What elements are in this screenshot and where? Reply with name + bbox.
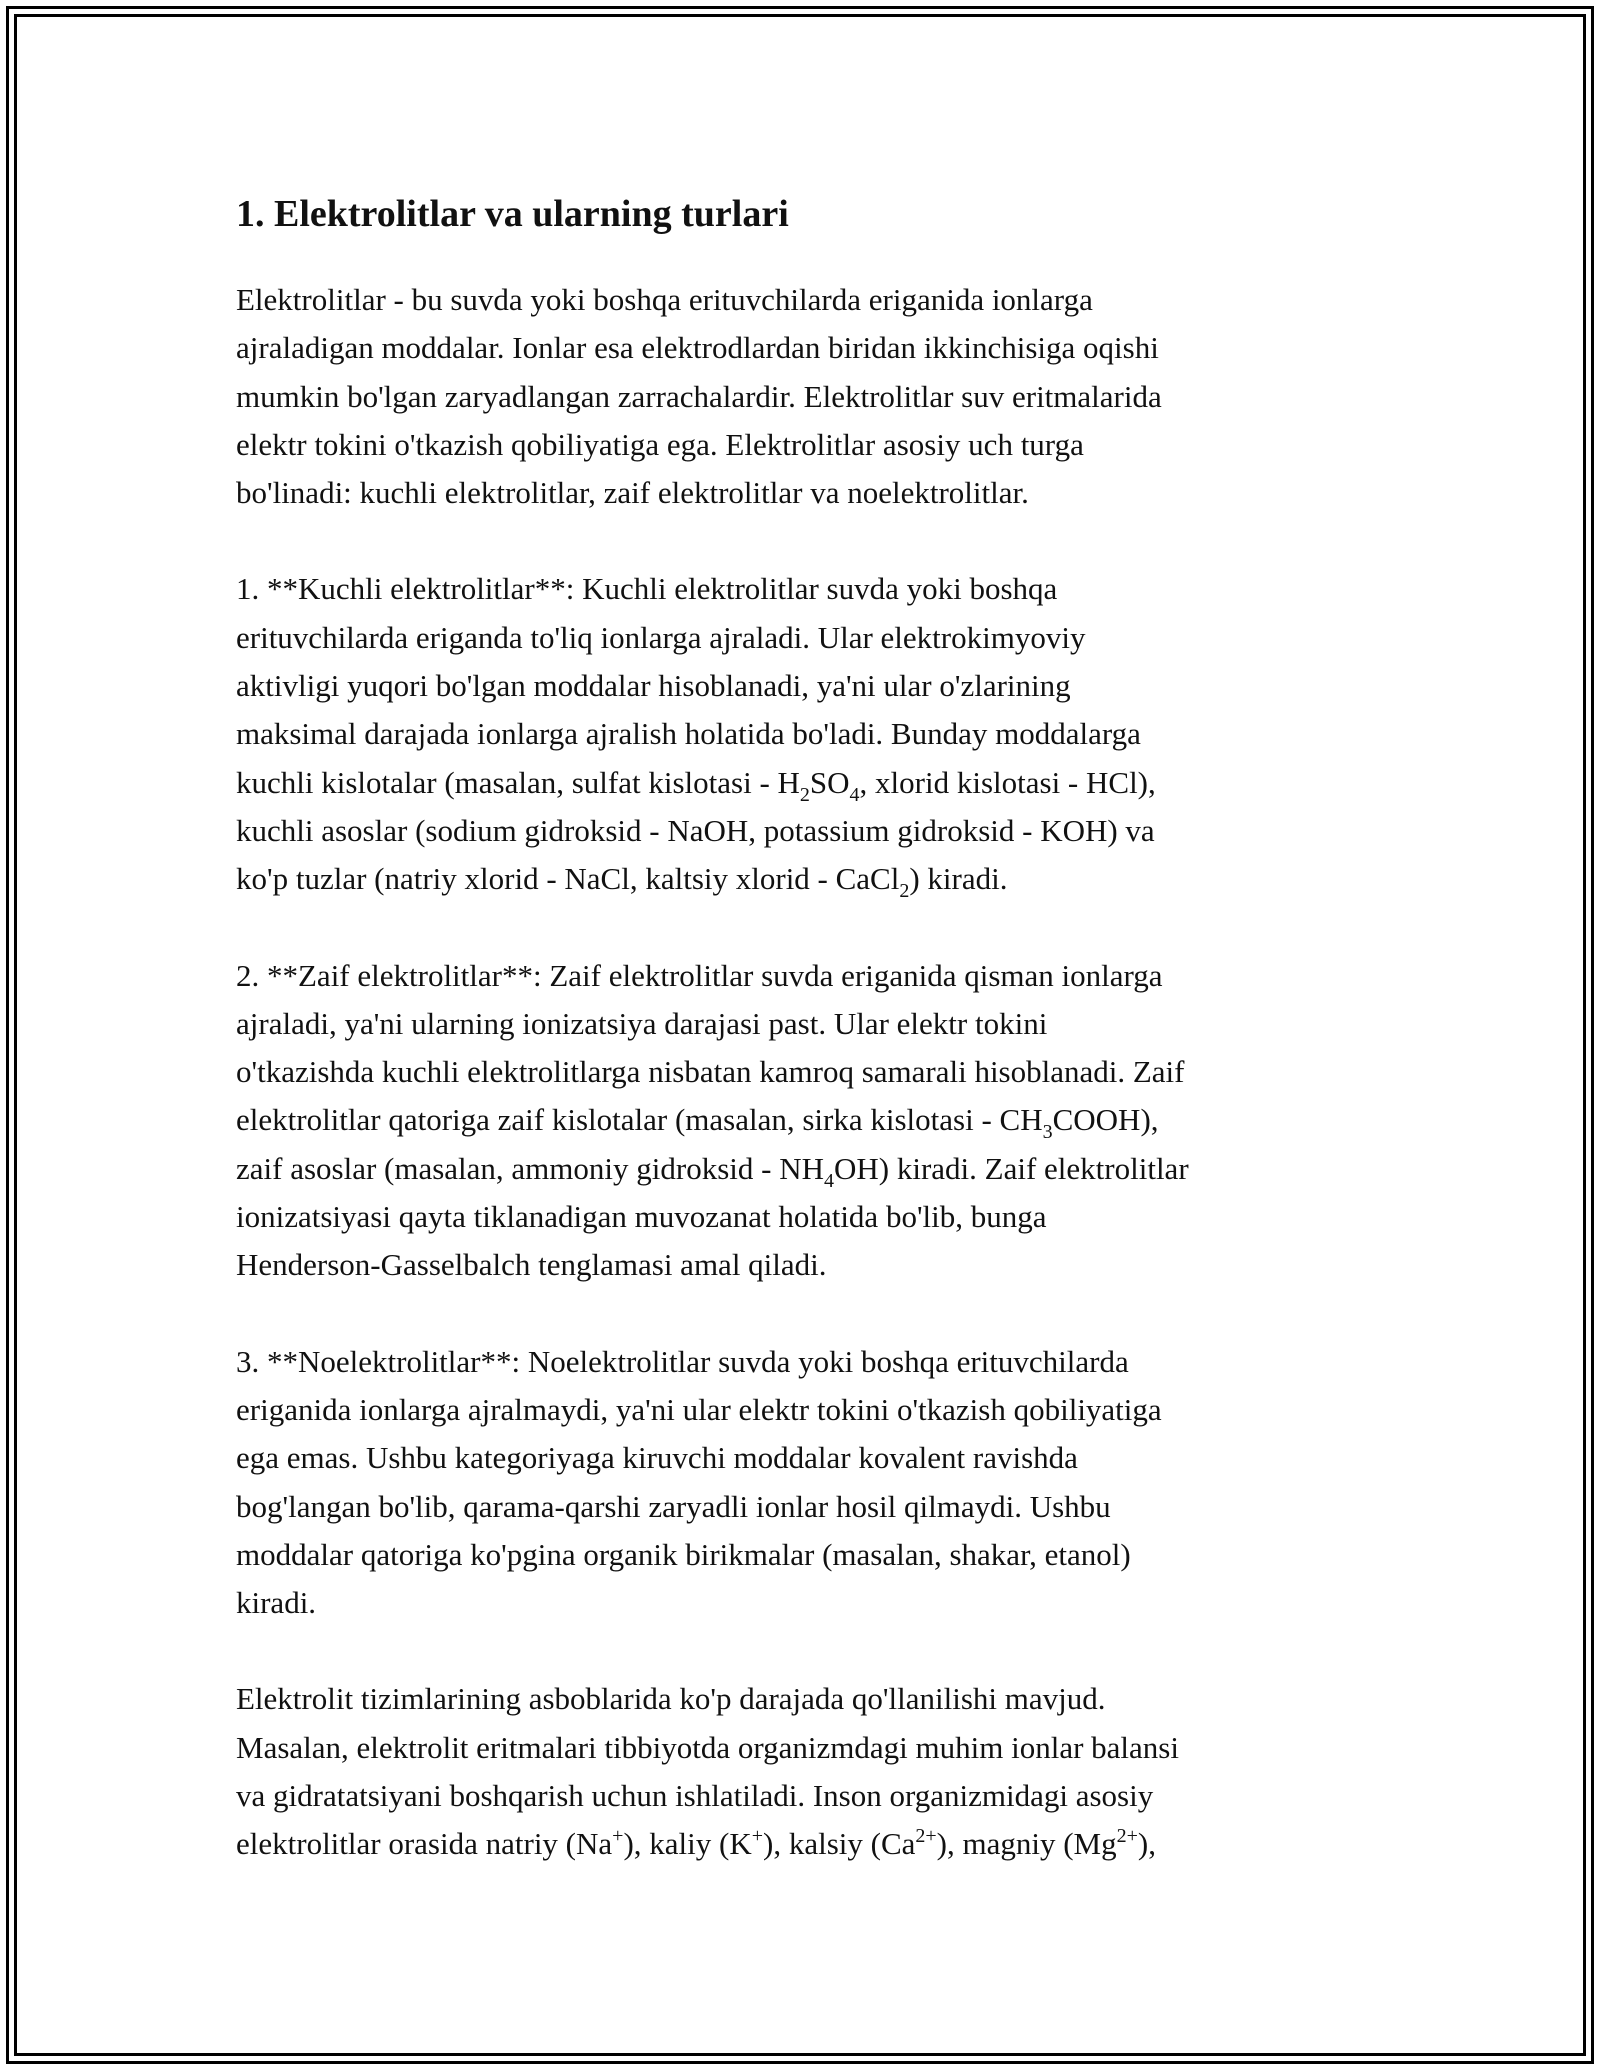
text-line: 2. **Zaif elektrolitlar**: Zaif elektrolitlar suvda eriganida qisman ionlarga: [236, 957, 1163, 993]
text-line: aktivligi yuqori bo'lgan moddalar hisoblanadi, ya'ni ular o'zlarining: [236, 668, 1071, 704]
text-line: moddalar qatoriga ko'pgina organik birikmalar (masalan, shakar, etanol): [236, 1536, 1131, 1572]
text-line: kiradi.: [236, 1585, 317, 1621]
subscript: 4: [849, 783, 860, 806]
text-line: Henderson-Gasselbalch tenglamasi amal qiladi.: [236, 1247, 827, 1283]
text-line: [236, 1826, 1156, 1861]
text-line: o'tkazishda kuchli elektrolitlarga nisbatan kamroq samarali hisoblanadi. Zaif: [236, 1054, 1185, 1090]
text-fragment: kuchli kislotalar (masalan, sulfat kislotasi - H: [236, 764, 800, 800]
text-line: [236, 1102, 1159, 1144]
superscript: +: [751, 1825, 763, 1848]
text-fragment: , xlorid kislotasi - HCl),: [859, 764, 1156, 800]
text-line: ega emas. Ushbu kategoriyaga kiruvchi moddalar kovalent ravishda: [236, 1440, 1078, 1476]
text-line: [236, 764, 1156, 806]
text-line: erituvchilarda eriganda to'liq ionlarga ajraladi. Ular elektrokimyoviy: [236, 619, 1086, 655]
text-line: maksimal darajada ionlarga ajralish holatida bo'ladi. Bunday moddalarga: [236, 716, 1141, 752]
text-line: Elektrolit tizimlarining asboblarida ko'p darajada qo'llanilishi mavjud.: [236, 1681, 1106, 1717]
superscript: 2+: [1116, 1825, 1138, 1848]
subscript: 2: [899, 880, 910, 903]
paragraph-nonelectrolytes: [236, 1338, 1366, 1628]
subscript: 4: [824, 1169, 834, 1192]
text-line: kuchli asoslar (sodium gidroksid - NaOH, potassium gidroksid - KOH) va: [236, 812, 1155, 848]
text-fragment: ),: [1137, 1826, 1156, 1862]
paragraph-weak-electrolytes: [236, 952, 1366, 1290]
text-fragment: elektrolitlar qatoriga zaif kislotalar (masalan, sirka kislotasi - CH: [236, 1102, 1043, 1138]
text-fragment: ) kiradi.: [909, 861, 1008, 897]
text-line: ionizatsiyasi qayta tiklanadigan muvozanat holatida bo'lib, bunga: [236, 1199, 1047, 1235]
text-line: eriganida ionlarga ajralmaydi, ya'ni ular elektr tokini o'tkazish qobiliyatiga: [236, 1391, 1162, 1427]
text-fragment: zaif asoslar (masalan, ammoniy gidroksid - NH: [236, 1150, 824, 1186]
text-fragment: elektrolitlar orasida natriy (Na: [236, 1826, 613, 1862]
subscript: 3: [1042, 1121, 1053, 1144]
paragraph-strong-electrolytes: [236, 565, 1366, 903]
text-line: ajraladi, ya'ni ularning ionizatsiya darajasi past. Ular elektr tokini: [236, 1005, 1048, 1041]
text-fragment: ), kalsiy (Ca: [763, 1826, 916, 1862]
text-line: Masalan, elektrolit eritmalari tibbiyotda organizmdagi muhim ionlar balansi: [236, 1729, 1179, 1765]
section-heading: 1. Elektrolitlar va ularning turlari: [236, 193, 789, 235]
text-line: 3. **Noelektrolitlar**: Noelektrolitlar suvda yoki boshqa erituvchilarda: [236, 1343, 1129, 1379]
text-line: bo'linadi: kuchli elektrolitlar, zaif elektrolitlar va noelektrolitlar.: [236, 475, 1029, 511]
text-fragment: ), kaliy (K: [623, 1826, 752, 1862]
text-line: bog'langan bo'lib, qarama-qarshi zaryadli ionlar hosil qilmaydi. Ushbu: [236, 1488, 1111, 1524]
text-line: Elektrolitlar - bu suvda yoki boshqa erituvchilarda eriganida ionlarga: [236, 282, 1093, 317]
text-line: elektr tokini o'tkazish qobiliyatiga ega. Elektrolitlar asosiy uch turga: [236, 426, 1084, 462]
text-fragment: COOH),: [1052, 1102, 1159, 1138]
text-line: [236, 861, 1008, 903]
superscript: +: [612, 1825, 624, 1848]
superscript: 2+: [915, 1825, 937, 1848]
text-fragment: ), magniy (Mg: [936, 1826, 1117, 1862]
text-line: [236, 1150, 1189, 1192]
text-line: ajraladigan moddalar. Ionlar esa elektrodlardan biridan ikkinchisiga oqishi: [236, 330, 1159, 366]
text-fragment: SO: [809, 764, 850, 800]
subscript: 2: [799, 783, 810, 806]
paragraph-applications: [236, 1675, 1366, 1868]
document-body: [236, 188, 1366, 1917]
paragraph-intro: [236, 276, 1366, 517]
text-line: mumkin bo'lgan zaryadlangan zarrachalardir. Elektrolitlar suv eritmalarida: [236, 378, 1162, 414]
text-fragment: OH) kiradi. Zaif elektrolitlar: [834, 1150, 1189, 1186]
text-fragment: ko'p tuzlar (natriy xlorid - NaCl, kaltsiy xlorid - CaCl: [236, 861, 900, 897]
text-line: 1. **Kuchli elektrolitlar**: Kuchli elektrolitlar suvda yoki boshqa: [236, 571, 1058, 607]
text-line: va gidratatsiyani boshqarish uchun ishlatiladi. Inson organizmidagi asosiy: [236, 1778, 1154, 1814]
